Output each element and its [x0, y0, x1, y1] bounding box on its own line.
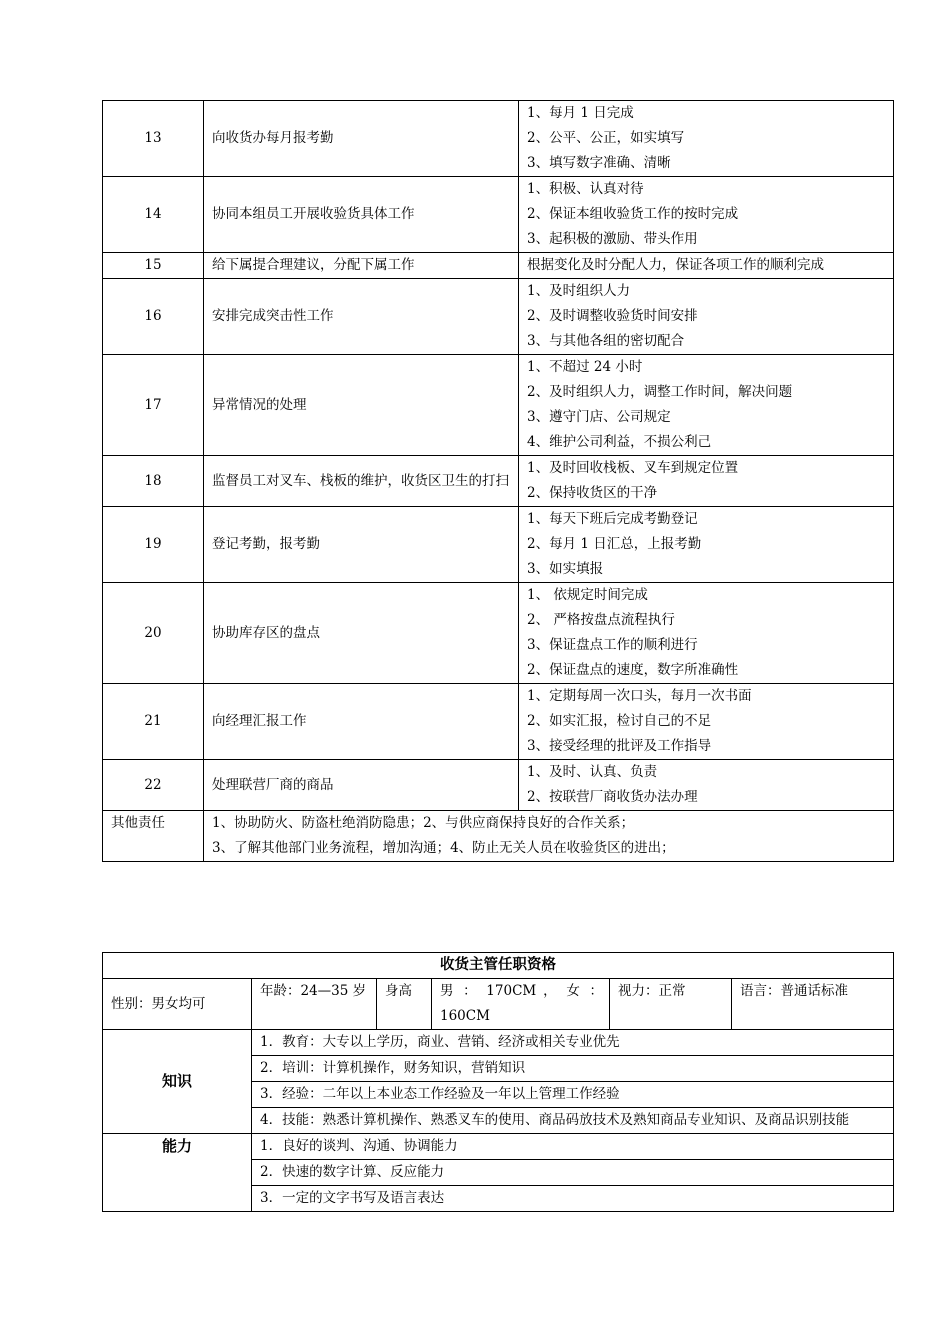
height-label: 身高 — [377, 979, 432, 1030]
standard-line: 1、 依规定时间完成 — [527, 587, 648, 603]
standard-line: 3、起积极的激励、带头作用 — [527, 231, 698, 247]
duty-row — [103, 760, 894, 811]
duty-standards — [519, 583, 894, 684]
standard-line: 2、及时组织人力，调整工作时间，解决问题 — [527, 384, 793, 400]
standard-line: 1、积极、认真对待 — [527, 181, 644, 197]
duty-task: 登记考勤，报考勤 — [204, 507, 519, 583]
standard-line: 2、如实汇报，检讨自己的不足 — [527, 713, 712, 729]
standard-line: 4、维护公司利益，不损公利己 — [527, 434, 712, 450]
ability-label: 能力 — [103, 1134, 252, 1212]
knowledge-item: 4．技能：熟悉计算机操作、熟悉叉车的使用、商品码放技术及熟知商品专业知识、及商品识别技能 — [252, 1108, 894, 1134]
duty-task: 给下属提合理建议，分配下属工作 — [204, 253, 519, 279]
standard-line: 2、保持收货区的干净 — [527, 485, 658, 501]
standard-line: 1、及时回收栈板、叉车到规定位置 — [527, 460, 739, 476]
duty-row — [103, 583, 894, 684]
qualifications-table — [102, 952, 894, 1212]
standard-line: 3、与其他各组的密切配合 — [527, 333, 685, 349]
standard-line: 1、每月 1 日完成 — [527, 105, 634, 121]
height-value: 男 ： 170CM ， 女 ： 160CM — [432, 979, 610, 1030]
standard-line: 1、定期每周一次口头，每月一次书面 — [527, 688, 752, 704]
standard-line: 3、保证盘点工作的顺利进行 — [527, 637, 698, 653]
language-cell: 语言：普通话标准 — [732, 979, 894, 1030]
duty-row — [103, 101, 894, 177]
standard-line: 3、如实填报 — [527, 561, 604, 577]
duty-number: 13 — [103, 101, 204, 177]
standard-line: 3、遵守门店、公司规定 — [527, 409, 671, 425]
duty-standards — [519, 456, 894, 507]
duty-number: 20 — [103, 583, 204, 684]
standard-line: 3、接受经理的批评及工作指导 — [527, 738, 712, 754]
duty-number: 18 — [103, 456, 204, 507]
duty-standards — [519, 684, 894, 760]
duty-row — [103, 279, 894, 355]
duty-task: 安排完成突击性工作 — [204, 279, 519, 355]
duty-number: 19 — [103, 507, 204, 583]
duty-task: 协同本组员工开展收验货具体工作 — [204, 177, 519, 253]
duty-row — [103, 456, 894, 507]
other-duties-text — [204, 811, 894, 862]
duty-number: 21 — [103, 684, 204, 760]
knowledge-item: 3．经验：二年以上本业态工作经验及一年以上管理工作经验 — [252, 1082, 894, 1108]
duty-row — [103, 507, 894, 583]
duty-standards — [519, 355, 894, 456]
duty-task: 协助库存区的盘点 — [204, 583, 519, 684]
standard-line: 根据变化及时分配人力，保证各项工作的顺利完成 — [527, 257, 824, 273]
duty-standards — [519, 760, 894, 811]
knowledge-label: 知识 — [103, 1030, 252, 1134]
duty-row — [103, 253, 894, 279]
ability-item: 2．快速的数字计算、反应能力 — [252, 1160, 894, 1186]
duty-row — [103, 355, 894, 456]
duty-task: 异常情况的处理 — [204, 355, 519, 456]
other-duties-line: 1、协助防火、防盗杜绝消防隐患；2、与供应商保持良好的合作关系； — [212, 815, 635, 831]
duty-number: 22 — [103, 760, 204, 811]
duty-standards — [519, 177, 894, 253]
gender-cell: 性别：男女均可 — [103, 979, 252, 1030]
standard-line: 2、 严格按盘点流程执行 — [527, 612, 675, 628]
duty-number: 16 — [103, 279, 204, 355]
duty-task: 向收货办每月报考勤 — [204, 101, 519, 177]
ability-item: 3．一定的文字书写及语言表达 — [252, 1186, 894, 1212]
standard-line: 2、保证盘点的速度，数字所准确性 — [527, 662, 739, 678]
knowledge-item: 2．培训：计算机操作，财务知识，营销知识 — [252, 1056, 894, 1082]
standard-line: 2、公平、公正，如实填写 — [527, 130, 685, 146]
other-duties-line: 3、了解其他部门业务流程，增加沟通；4、防止无关人员在收验货区的进出； — [212, 840, 675, 856]
standard-line: 1、及时、认真、负责 — [527, 764, 658, 780]
duties-table — [102, 100, 894, 862]
standard-line: 2、按联营厂商收货办法办理 — [527, 789, 698, 805]
standard-line: 2、保证本组收验货工作的按时完成 — [527, 206, 739, 222]
standard-line: 1、每天下班后完成考勤登记 — [527, 511, 698, 527]
vision-cell: 视力：正常 — [610, 979, 732, 1030]
duty-number: 17 — [103, 355, 204, 456]
duty-standards — [519, 253, 894, 279]
knowledge-item: 1．教育：大专以上学历，商业、营销、经济或相关专业优先 — [252, 1030, 894, 1056]
duty-task: 处理联营厂商的商品 — [204, 760, 519, 811]
duty-standards — [519, 101, 894, 177]
standard-line: 2、及时调整收验货时间安排 — [527, 308, 698, 324]
duty-task: 向经理汇报工作 — [204, 684, 519, 760]
standard-line: 1、及时组织人力 — [527, 283, 631, 299]
other-duties-label: 其他责任 — [103, 811, 204, 862]
qualifications-title: 收货主管任职资格 — [103, 953, 894, 979]
duty-row — [103, 177, 894, 253]
duty-task: 监督员工对叉车、栈板的维护，收货区卫生的打扫 — [204, 456, 519, 507]
duty-standards — [519, 507, 894, 583]
duty-standards — [519, 279, 894, 355]
standard-line: 2、每月 1 日汇总，上报考勤 — [527, 536, 702, 552]
duty-row — [103, 684, 894, 760]
standard-line: 3、填写数字准确、清晰 — [527, 155, 671, 171]
ability-item: 1．良好的谈判、沟通、协调能力 — [252, 1134, 894, 1160]
age-cell: 年龄：24—35 岁 — [252, 979, 377, 1030]
other-duties-row — [103, 811, 894, 862]
duty-number: 15 — [103, 253, 204, 279]
standard-line: 1、不超过 24 小时 — [527, 359, 643, 375]
duty-number: 14 — [103, 177, 204, 253]
